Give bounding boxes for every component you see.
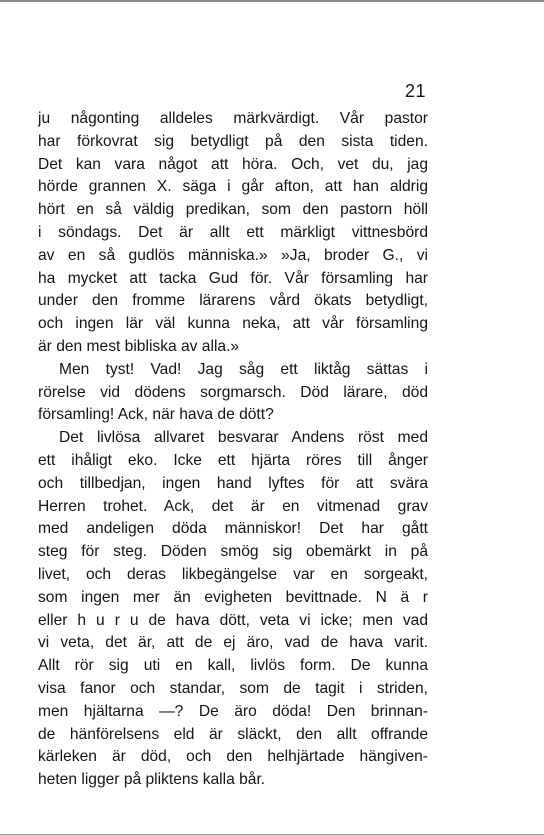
text-line: hört en så väldig predikan, som den pastorn höll (38, 201, 428, 219)
text-line: och ingen lär väl kunna neka, att vår församling (38, 315, 428, 333)
text-line: ha mycket att tacka Gud för. Vår församling har (38, 269, 428, 287)
text-line: under den fromme lärarens vård ökats betydligt, (38, 292, 428, 310)
text-line: med andeligen döda människor! Det har gått (38, 520, 428, 538)
text-line: ett ihåligt eko. Icke ett hjärta röres till ånger (38, 451, 428, 469)
text-line: Det livlösa allvaret besvarar Andens röst med (59, 429, 428, 447)
scan-top-edge (0, 0, 544, 2)
text-line: har förkovrat sig betydligt på den sista tiden. (38, 132, 428, 150)
text-line: hörde grannen X. säga i går afton, att han aldrig (38, 178, 428, 196)
text-line: visa fanor och standar, som de tagit i striden, (38, 679, 428, 697)
body-text (38, 108, 428, 792)
text-line: kärleken är död, och den helhjärtade hängiven- (38, 748, 428, 766)
text-line: som ingen mer än evigheten bevittnade. N ä r (38, 588, 428, 606)
text-line: steg för steg. Döden smög sig obemärkt in på (38, 543, 428, 561)
text-line: Det kan vara något att höra. Och, vet du, jag (38, 155, 428, 173)
text-line: eller h u r u de hava dött, veta vi icke; men vad (38, 611, 428, 629)
text-line: i söndags. Det är allt ett märkligt vittnesbörd (38, 223, 428, 241)
text-line: men hjältarna —? De äro döda! Den brinnan- (38, 702, 428, 720)
text-line: församling! Ack, när hava de dött? (38, 406, 274, 424)
text-line: Herren trohet. Ack, det är en vitmenad grav (38, 497, 428, 515)
text-line: av en så gudlös människa.» »Ja, broder G., vi (38, 246, 428, 264)
text-line: och tillbedjan, ingen hand lyftes för att svära (38, 474, 428, 492)
text-line: Allt rör sig uti en kall, livlös form. De kunna (38, 657, 428, 675)
text-line: ju någonting alldeles märkvärdigt. Vår pastor (38, 110, 428, 127)
text-line: är den mest bibliska av alla.» (38, 337, 240, 355)
text-line: Men tyst! Vad! Jag såg ett liktåg sättas i (59, 360, 428, 378)
text-line: rörelse vid dödens sorgmarsch. Död lärare, död (38, 383, 428, 401)
page-number: 21 (404, 81, 426, 101)
text-line: de hänförelsens eld är släckt, den allt offrande (38, 725, 428, 743)
text-line: vi veta, det är, att de ej äro, vad de hava varit. (38, 634, 428, 652)
text-line: livet, och deras likbegängelse var en sorgeakt, (38, 565, 428, 583)
text-line: heten ligger på pliktens kalla bår. (38, 771, 266, 789)
